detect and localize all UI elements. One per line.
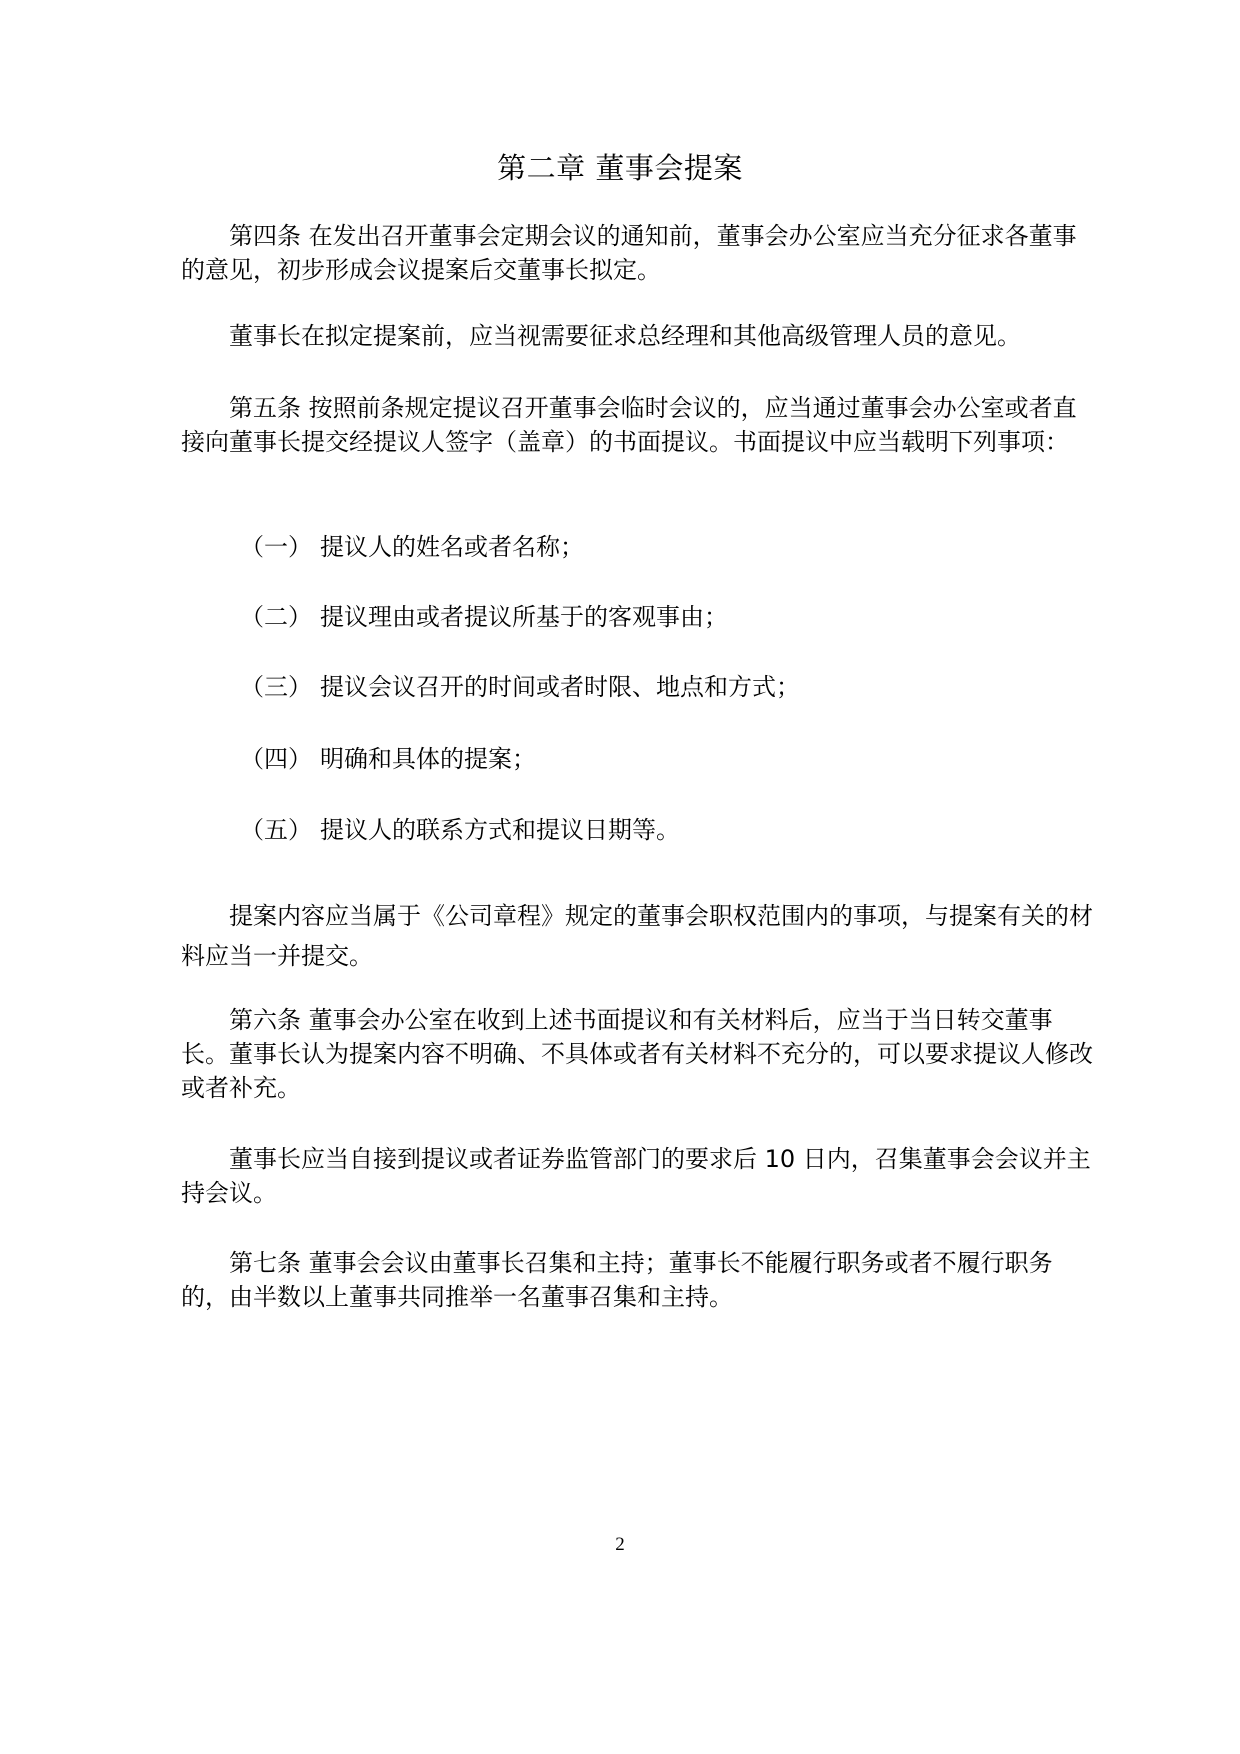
list-item-text: 提议人的姓名或者名称； [320, 533, 584, 561]
list-item-text: 提议会议召开的时间或者时限、地点和方式； [320, 673, 800, 701]
list-item-1 [240, 530, 1100, 564]
chapter-title: 第二章 董事会提案 [497, 151, 743, 185]
proposal-scope-paragraph: 提案内容应当属于《公司章程》规定的董事会职权范围内的事项，与提案有关的材料应当一并提交。 [181, 902, 1093, 970]
list-item-text: 明确和具体的提案； [320, 745, 536, 773]
list-item-number: （一） [240, 533, 312, 561]
list-item-4 [240, 742, 1100, 776]
article-4-chairman-paragraph: 董事长在拟定提案前，应当视需要征求总经理和其他高级管理人员的意见。 [229, 322, 1021, 350]
list-item-text: 提议人的联系方式和提议日期等。 [320, 816, 680, 844]
list-item-number: （三） [240, 673, 312, 701]
page-number: 2 [615, 1534, 625, 1555]
list-item-2 [240, 600, 1100, 634]
article-6-convene-paragraph: 董事长应当自接到提议或者证券监管部门的要求后 10 日内，召集董事会会议并主持会议。 [181, 1145, 1091, 1207]
list-item-number: （四） [240, 745, 312, 773]
article-4-paragraph: 第四条 在发出召开董事会定期会议的通知前，董事会办公室应当充分征求各董事的意见，初步形成会议提案后交董事长拟定。 [181, 222, 1077, 284]
article-7-paragraph: 第七条 董事会会议由董事长召集和主持；董事长不能履行职务或者不履行职务的，由半数以上董事共同推举一名董事召集和主持。 [181, 1249, 1053, 1311]
article-5-paragraph: 第五条 按照前条规定提议召开董事会临时会议的，应当通过董事会办公室或者直接向董事长提交经提议人签字（盖章）的书面提议。书面提议中应当载明下列事项： [181, 394, 1077, 456]
list-item-3 [240, 670, 1100, 704]
article-6-paragraph: 第六条 董事会办公室在收到上述书面提议和有关材料后，应当于当日转交董事长。董事长认为提案内容不明确、不具体或者有关材料不充分的，可以要求提议人修改或者补充。 [181, 1006, 1093, 1102]
list-item-number: （二） [240, 603, 312, 631]
list-item-5 [240, 813, 1100, 847]
list-item-text: 提议理由或者提议所基于的客观事由； [320, 603, 728, 631]
list-item-number: （五） [240, 816, 312, 844]
